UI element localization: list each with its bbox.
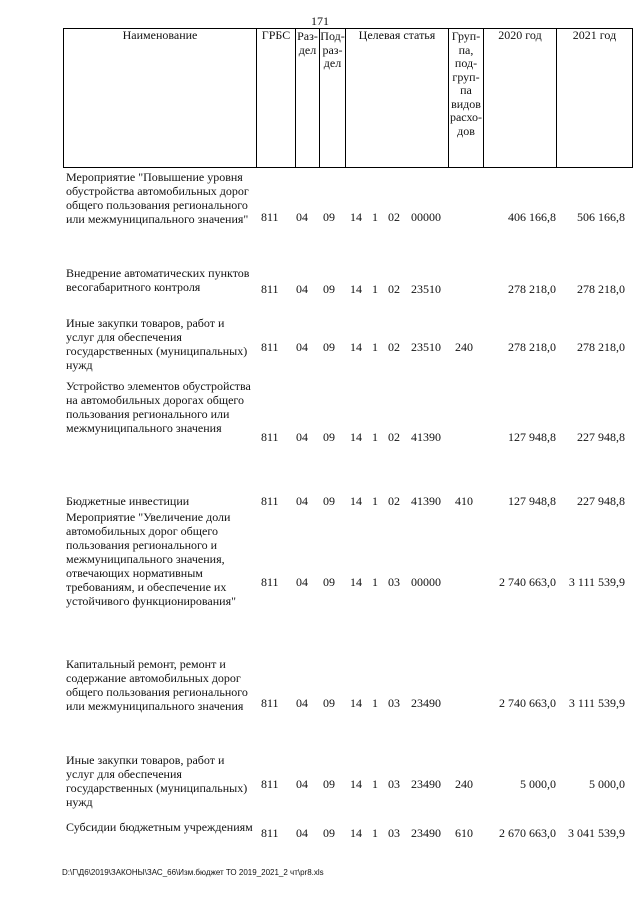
cell-razdel: 04	[296, 282, 308, 296]
cell-2021: 278 218,0	[577, 340, 625, 354]
cell-2021: 3 111 539,9	[568, 696, 625, 710]
cell-target-2: 1	[372, 575, 378, 589]
cell-target-3: 03	[388, 777, 400, 791]
cell-razdel: 04	[296, 494, 308, 508]
cell-2021: 5 000,0	[589, 777, 625, 791]
cell-target-3: 02	[388, 494, 400, 508]
header-razdel: Раз- дел	[296, 29, 320, 168]
cell-target-1: 14	[350, 340, 362, 354]
cell-podrazdel: 09	[323, 575, 335, 589]
cell-target-4: 00000	[411, 210, 441, 224]
row-name: Бюджетные инвестиции	[66, 494, 190, 508]
cell-razdel: 04	[296, 430, 308, 444]
cell-target-4: 23490	[411, 826, 441, 840]
cell-podrazdel: 09	[323, 210, 335, 224]
cell-target-2: 1	[372, 340, 378, 354]
header-2021: 2021 год	[557, 29, 633, 168]
cell-grbs: 811	[261, 826, 279, 840]
cell-2020: 127 948,8	[508, 430, 556, 444]
cell-target-3: 02	[388, 340, 400, 354]
cell-target-1: 14	[350, 826, 362, 840]
cell-podrazdel: 09	[323, 430, 335, 444]
cell-target-4: 23510	[411, 282, 441, 296]
cell-target-4: 00000	[411, 575, 441, 589]
row-name: Иные закупки товаров, работ и услуг для обеспечения государственных (муниципальных) нужд	[66, 316, 248, 372]
cell-target-2: 1	[372, 430, 378, 444]
cell-target-3: 03	[388, 575, 400, 589]
cell-2021: 227 948,8	[577, 430, 625, 444]
cell-2020: 127 948,8	[508, 494, 556, 508]
cell-target-4: 41390	[411, 430, 441, 444]
cell-razdel: 04	[296, 696, 308, 710]
cell-grbs: 811	[261, 282, 279, 296]
cell-2021: 3 041 539,9	[568, 826, 625, 840]
row-name: Мероприятие "Увеличение доли автомобильных дорог общего пользования регионального и межмуниципального значения, отвечающих нормативным требованиям, и обеспечение их устойчивого функционирования"	[66, 510, 237, 608]
row-name: Субсидии бюджетным учреждениям	[66, 820, 253, 834]
cell-target-4: 41390	[411, 494, 441, 508]
cell-target-4: 23490	[411, 696, 441, 710]
cell-2021: 278 218,0	[577, 282, 625, 296]
cell-target-2: 1	[372, 826, 378, 840]
cell-2021: 506 166,8	[577, 210, 625, 224]
cell-target-3: 03	[388, 826, 400, 840]
row-name: Мероприятие "Повышение уровня обустройства автомобильных дорог общего пользования регионального или межмуниципального значения"	[66, 170, 249, 226]
cell-target-3: 03	[388, 696, 400, 710]
cell-razdel: 04	[296, 340, 308, 354]
row-name: Устройство элементов обустройства на автомобильных дорогах общего пользования регионального или межмуниципального значения	[66, 379, 251, 435]
cell-target-1: 14	[350, 210, 362, 224]
cell-target-2: 1	[372, 777, 378, 791]
cell-2020: 2 740 663,0	[499, 696, 556, 710]
cell-target-1: 14	[350, 494, 362, 508]
header-grbs: ГРБС	[257, 29, 296, 168]
cell-target-3: 02	[388, 282, 400, 296]
cell-target-4: 23510	[411, 340, 441, 354]
cell-2021: 227 948,8	[577, 494, 625, 508]
cell-target-2: 1	[372, 494, 378, 508]
cell-razdel: 04	[296, 210, 308, 224]
cell-podrazdel: 09	[323, 696, 335, 710]
cell-expense-type: 240	[455, 340, 473, 354]
header-podrazdel: Под- раз- дел	[320, 29, 346, 168]
cell-expense-type: 410	[455, 494, 473, 508]
cell-expense-type: 610	[455, 826, 473, 840]
cell-target-2: 1	[372, 282, 378, 296]
cell-2020: 406 166,8	[508, 210, 556, 224]
row-name: Внедрение автоматических пунктов весогабаритного контроля	[66, 266, 250, 294]
cell-target-1: 14	[350, 282, 362, 296]
cell-2020: 5 000,0	[520, 777, 556, 791]
cell-podrazdel: 09	[323, 282, 335, 296]
cell-razdel: 04	[296, 826, 308, 840]
row-name: Иные закупки товаров, работ и услуг для обеспечения государственных (муниципальных) нужд	[66, 753, 248, 809]
cell-grbs: 811	[261, 210, 279, 224]
cell-2020: 278 218,0	[508, 340, 556, 354]
page-number: 171	[311, 14, 329, 28]
cell-grbs: 811	[261, 430, 279, 444]
cell-target-2: 1	[372, 696, 378, 710]
header-2020: 2020 год	[484, 29, 557, 168]
cell-razdel: 04	[296, 575, 308, 589]
cell-grbs: 811	[261, 696, 279, 710]
cell-podrazdel: 09	[323, 494, 335, 508]
cell-target-2: 1	[372, 210, 378, 224]
cell-grbs: 811	[261, 777, 279, 791]
file-path-footer: D:\Г\Д6\2019\ЗАКОНЫ\ЗАС_66\Изм.бюджет ТО 2019_2021_2 чт\pr8.xls	[62, 868, 324, 877]
header-expense-group: Груп- па, под- груп- па видов расхо- дов	[449, 29, 484, 168]
cell-target-1: 14	[350, 430, 362, 444]
cell-2021: 3 111 539,9	[568, 575, 625, 589]
row-name: Капитальный ремонт, ремонт и содержание автомобильных дорог общего пользования регионального или межмуниципального значения	[66, 657, 248, 713]
cell-grbs: 811	[261, 340, 279, 354]
cell-2020: 2 670 663,0	[499, 826, 556, 840]
cell-podrazdel: 09	[323, 777, 335, 791]
cell-target-3: 02	[388, 210, 400, 224]
cell-podrazdel: 09	[323, 340, 335, 354]
cell-target-1: 14	[350, 777, 362, 791]
cell-2020: 2 740 663,0	[499, 575, 556, 589]
cell-target-1: 14	[350, 575, 362, 589]
cell-expense-type: 240	[455, 777, 473, 791]
cell-2020: 278 218,0	[508, 282, 556, 296]
cell-target-1: 14	[350, 696, 362, 710]
header-target-article: Целевая статья	[346, 29, 449, 168]
header-name: Наименование	[64, 29, 257, 168]
cell-target-3: 02	[388, 430, 400, 444]
cell-podrazdel: 09	[323, 826, 335, 840]
cell-grbs: 811	[261, 575, 279, 589]
cell-target-4: 23490	[411, 777, 441, 791]
cell-razdel: 04	[296, 777, 308, 791]
cell-grbs: 811	[261, 494, 279, 508]
